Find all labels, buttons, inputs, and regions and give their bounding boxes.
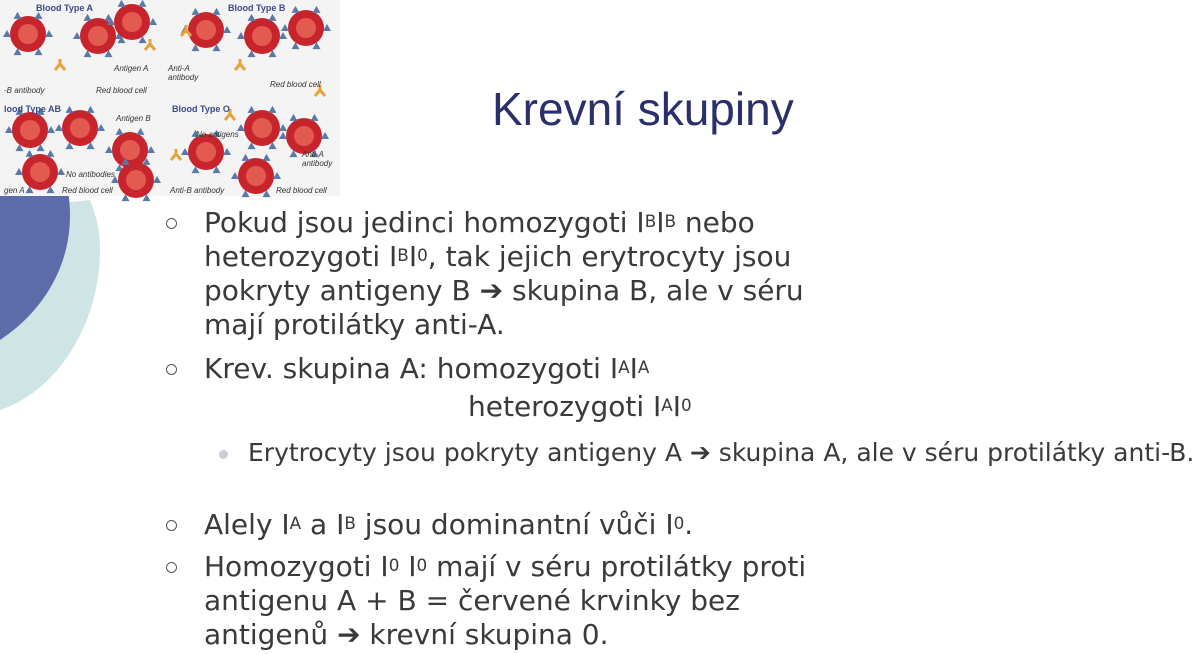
blood-cells-image: [0, 0, 340, 196]
blood-type-illustration: [0, 0, 340, 196]
bullet-line: heterozygoti $I^BI^0$, tak jejich erytrocyty jsou: [204, 240, 792, 273]
red-blood-cell-icon: [3, 12, 53, 55]
sub-bullet-line: A, ale v séru protilátky anti-B.: [823, 438, 1194, 467]
antibody-icon: [171, 149, 181, 160]
superscript: 0: [673, 513, 685, 533]
red-blood-cell-icon: [111, 158, 161, 201]
figure-label: Anti-B antibody: [170, 186, 225, 195]
bullet-line: Krev. skupina A: homozygoti $I^AI^A$: [204, 352, 650, 385]
figure-label: Red blood cell: [62, 186, 113, 195]
red-blood-cell-icon: [237, 14, 287, 57]
bullet-marker-icon: [166, 218, 177, 229]
antibody-icon: [145, 39, 155, 50]
figure-header-type-ab: lood Type AB: [4, 104, 61, 114]
arrow-right-icon: ➔: [337, 618, 361, 651]
superscript: 0: [388, 555, 400, 575]
figure-label: Anti-A antibody: [168, 64, 199, 82]
superscript: 0: [681, 395, 692, 415]
red-blood-cell-icon: [281, 6, 331, 49]
red-blood-cell-icon: [231, 154, 281, 197]
bullet-line: heterozygoti $I^AI^0$: [468, 390, 692, 423]
superscript: B: [397, 245, 409, 265]
red-blood-cell-icon: [237, 106, 287, 149]
bullet-line: antigenů ➔ krevní skupina 0.: [204, 618, 609, 651]
sub-bullet-line: Erytrocyty jsou pokryty antigeny A ➔ skupina: [248, 438, 816, 467]
superscript: B: [644, 211, 657, 231]
figure-label: Red blood cell: [270, 80, 321, 89]
superscript: 0: [417, 245, 428, 265]
figure-header-type-o: Blood Type O: [172, 104, 230, 114]
bullet-marker-icon: [166, 364, 177, 375]
bullet-marker-icon: [166, 562, 177, 573]
figure-label: Red blood cell: [276, 186, 327, 195]
sub-bullet-item: [248, 436, 1194, 470]
bullet-line: mají protilátky anti-A.: [204, 308, 505, 341]
figure-label: Anti-A antibody: [302, 150, 333, 168]
bullet-item-2: [204, 352, 692, 424]
superscript: 0: [416, 555, 428, 575]
bullet-item-1: [204, 206, 804, 342]
bullet-line: Homozygoti $I^0$ $I^0$ mají v séru protilátky proti: [204, 550, 807, 583]
antibody-icon: [235, 59, 245, 70]
antibody-icon: [55, 59, 65, 70]
red-blood-cell-icon: [55, 106, 105, 149]
figure-header-type-b: Blood Type B: [228, 3, 286, 13]
superscript: A: [637, 357, 650, 377]
slide-title: Krevní skupiny: [492, 83, 794, 135]
red-blood-cell-icon: [181, 8, 231, 51]
bullet-line: Alely $I^A$ a $I^B$ jsou dominantní vůči $I^0$.: [204, 508, 694, 541]
figure-label: Antigen A: [114, 64, 149, 73]
sub-bullet-marker-icon: [219, 450, 228, 459]
bullet-marker-icon: [166, 520, 177, 531]
figure-label: Antigen B: [116, 114, 151, 123]
bullet-item-3: [204, 508, 693, 542]
figure-label: Red blood cell: [96, 86, 147, 95]
superscript: B: [664, 211, 676, 231]
superscript: A: [661, 395, 673, 415]
arrow-right-icon: ➔: [689, 438, 711, 467]
superscript: A: [289, 513, 302, 533]
bullet-line: Pokud jsou jedinci homozygoti $I^BI^B$ nebo: [204, 206, 755, 239]
bullet-line: antigenu A + B = červené krvinky bez: [204, 584, 740, 617]
bullet-line: pokryty antigeny B ➔ skupina B, ale v séru: [204, 274, 804, 307]
arrow-right-icon: ➔: [479, 274, 504, 307]
bullet-item-4: [204, 550, 806, 652]
figure-header-type-a: Blood Type A: [36, 3, 93, 13]
figure-label: -B antibody: [4, 86, 45, 95]
figure-label: No antibodies: [66, 170, 115, 179]
figure-label: gen A: [4, 186, 25, 195]
red-blood-cell-icon: [5, 108, 55, 151]
superscript: B: [344, 513, 356, 533]
figure-label: No antigens: [196, 130, 239, 139]
superscript: A: [618, 357, 630, 377]
